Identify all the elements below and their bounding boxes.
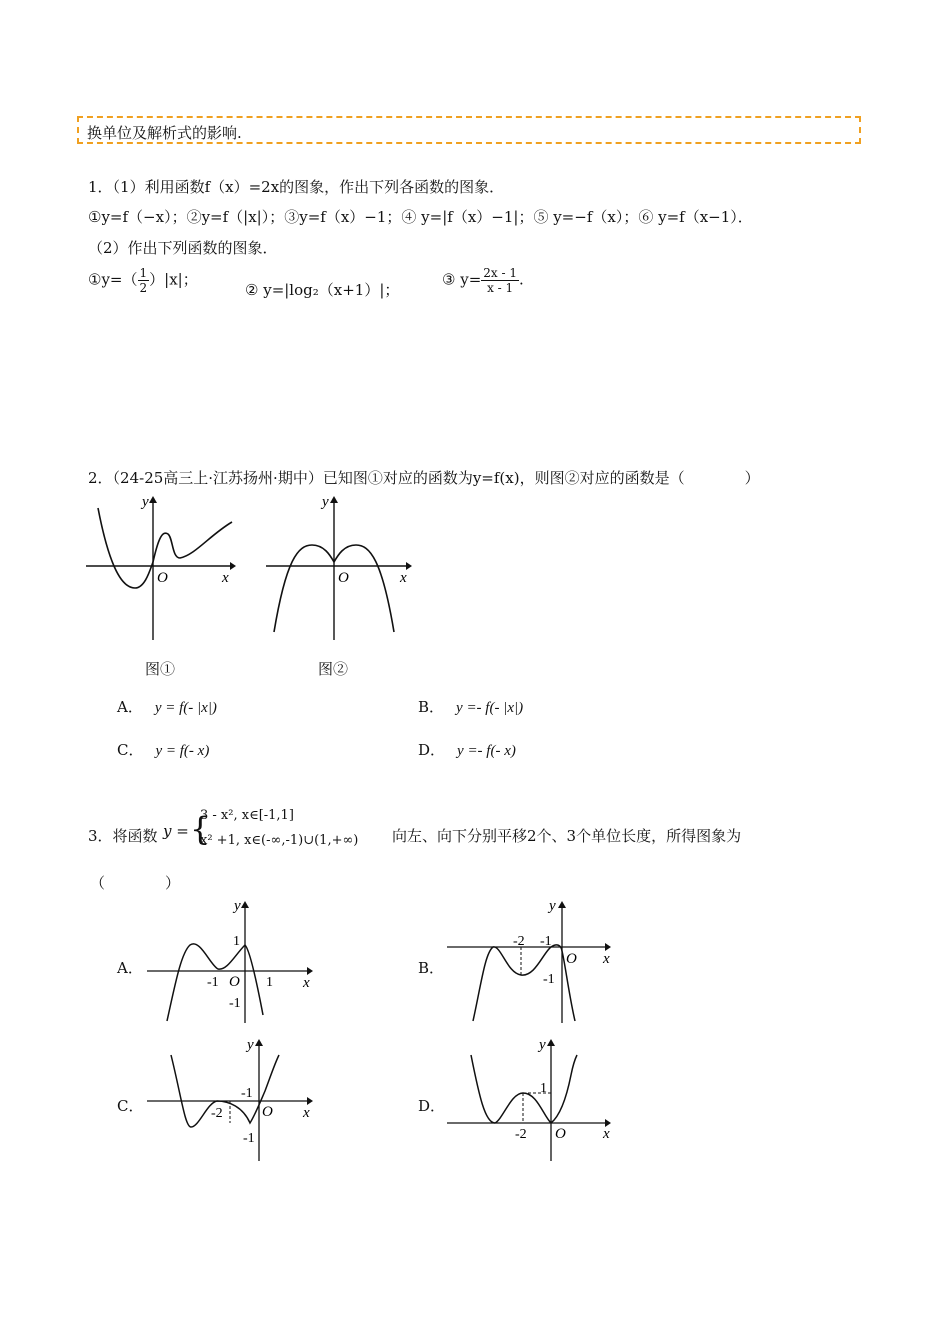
q1-item2: ② y=|log₂（x+1）|； [245,281,400,299]
svg-text:-2: -2 [515,1127,527,1142]
x-arrow-icon [406,562,412,570]
q3-piece-1: 3 - x², x∈[-1,1] [200,808,294,823]
x-arrow-icon [605,943,611,951]
svg-text:x: x [603,951,610,967]
y-arrow-icon [558,901,566,908]
q2-option-c[interactable]: C． y = f(- x) [117,741,210,759]
q3-graph-d[interactable] [445,1035,620,1165]
q2-option-b[interactable]: B． y =- f(- |x|) [418,698,524,716]
q2-fig1-caption: 图① [145,660,176,678]
svg-text:1: 1 [233,934,240,949]
y-label: y [142,494,149,510]
q2-option-a[interactable]: A． y = f(- |x|) [117,698,217,716]
origin-label: O [338,570,349,586]
svg-text:-1: -1 [207,975,219,990]
svg-text:y: y [549,898,556,914]
origin-label: O [157,570,168,586]
q3-graph-a[interactable] [145,895,320,1025]
svg-text:O: O [555,1126,566,1142]
x-label: x [400,570,407,586]
svg-text:1: 1 [540,1081,547,1096]
q1-item1: ①y=（ $\frac{1}{2}$ ）|x|； [88,266,198,295]
q1-line3: （2）作出下列函数的图象． [88,239,278,257]
q3-option-c[interactable]: C． [117,1097,144,1115]
q1-line2: ①y=f（−x）；②y=f（|x|）；③y=f（x）−1；④ y=|f（x）−1|；⑤ y=−f（x）；⑥ y=f（x−1）． [88,208,753,226]
q3-y: y = [163,822,189,840]
svg-text:-1: -1 [241,1086,253,1101]
q3-graph-c[interactable] [145,1035,320,1165]
section-header-text: 换单位及解析式的影响. [87,124,242,142]
y-arrow-icon [241,901,249,908]
x-arrow-icon [307,1097,313,1105]
svg-text:-1: -1 [543,972,555,987]
q3-answer-paren: （ ） [90,874,181,892]
q3-stem-prefix: 3．将函数 [88,827,158,845]
svg-text:O: O [229,974,240,990]
svg-text:-2: -2 [211,1106,223,1121]
q2-option-d[interactable]: D． y =- f(- x) [418,741,516,759]
q3-graph-b[interactable] [445,895,620,1025]
q3-option-d[interactable]: D． [418,1097,446,1115]
svg-text:y: y [234,898,241,914]
svg-text:x: x [303,1105,310,1121]
q2-fig2-caption: 图② [318,660,349,678]
svg-text:-1: -1 [229,996,241,1011]
y-arrow-icon [547,1039,555,1046]
svg-text:-1: -1 [540,934,552,949]
x-label: x [222,570,229,586]
q3-option-b[interactable]: B． [418,959,445,977]
svg-text:x: x [603,1126,610,1142]
svg-text:1: 1 [266,975,273,990]
svg-text:x: x [303,975,310,991]
curve [473,945,575,1021]
y-arrow-icon [255,1039,263,1046]
x-arrow-icon [307,967,313,975]
svg-text:O: O [262,1104,273,1120]
y-arrow-icon [330,496,338,503]
y-label: y [322,494,329,510]
section-header-box [77,116,861,144]
q3-piece-2: x² +1, x∈(-∞,-1)∪(1,+∞) [200,833,359,848]
q1-line1: 1．（1）利用函数f（x）=2x的图象，作出下列各函数的图象． [88,178,505,196]
q3-stem-suffix: 向左、向下分别平移2个、3个单位长度，所得图象为 [392,827,742,845]
svg-text:y: y [539,1037,546,1053]
svg-text:-1: -1 [243,1131,255,1146]
svg-text:y: y [247,1037,254,1053]
svg-text:O: O [566,951,577,967]
left-brace-icon: { [190,810,211,848]
curve [471,1055,577,1123]
q2-figure-2 [260,490,420,650]
x-arrow-icon [230,562,236,570]
svg-text:-2: -2 [513,934,525,949]
y-arrow-icon [149,496,157,503]
q2-figure-1 [80,490,240,650]
q1-item3: ③ y= $\frac{2x - 1}{x - 1}$ . [442,266,524,295]
q3-option-a[interactable]: A． [117,959,143,977]
q2-stem: 2．（24-25高三上·江苏扬州·期中）已知图①对应的函数为y=f(x)，则图②对应的函数是（ ） [88,469,760,487]
